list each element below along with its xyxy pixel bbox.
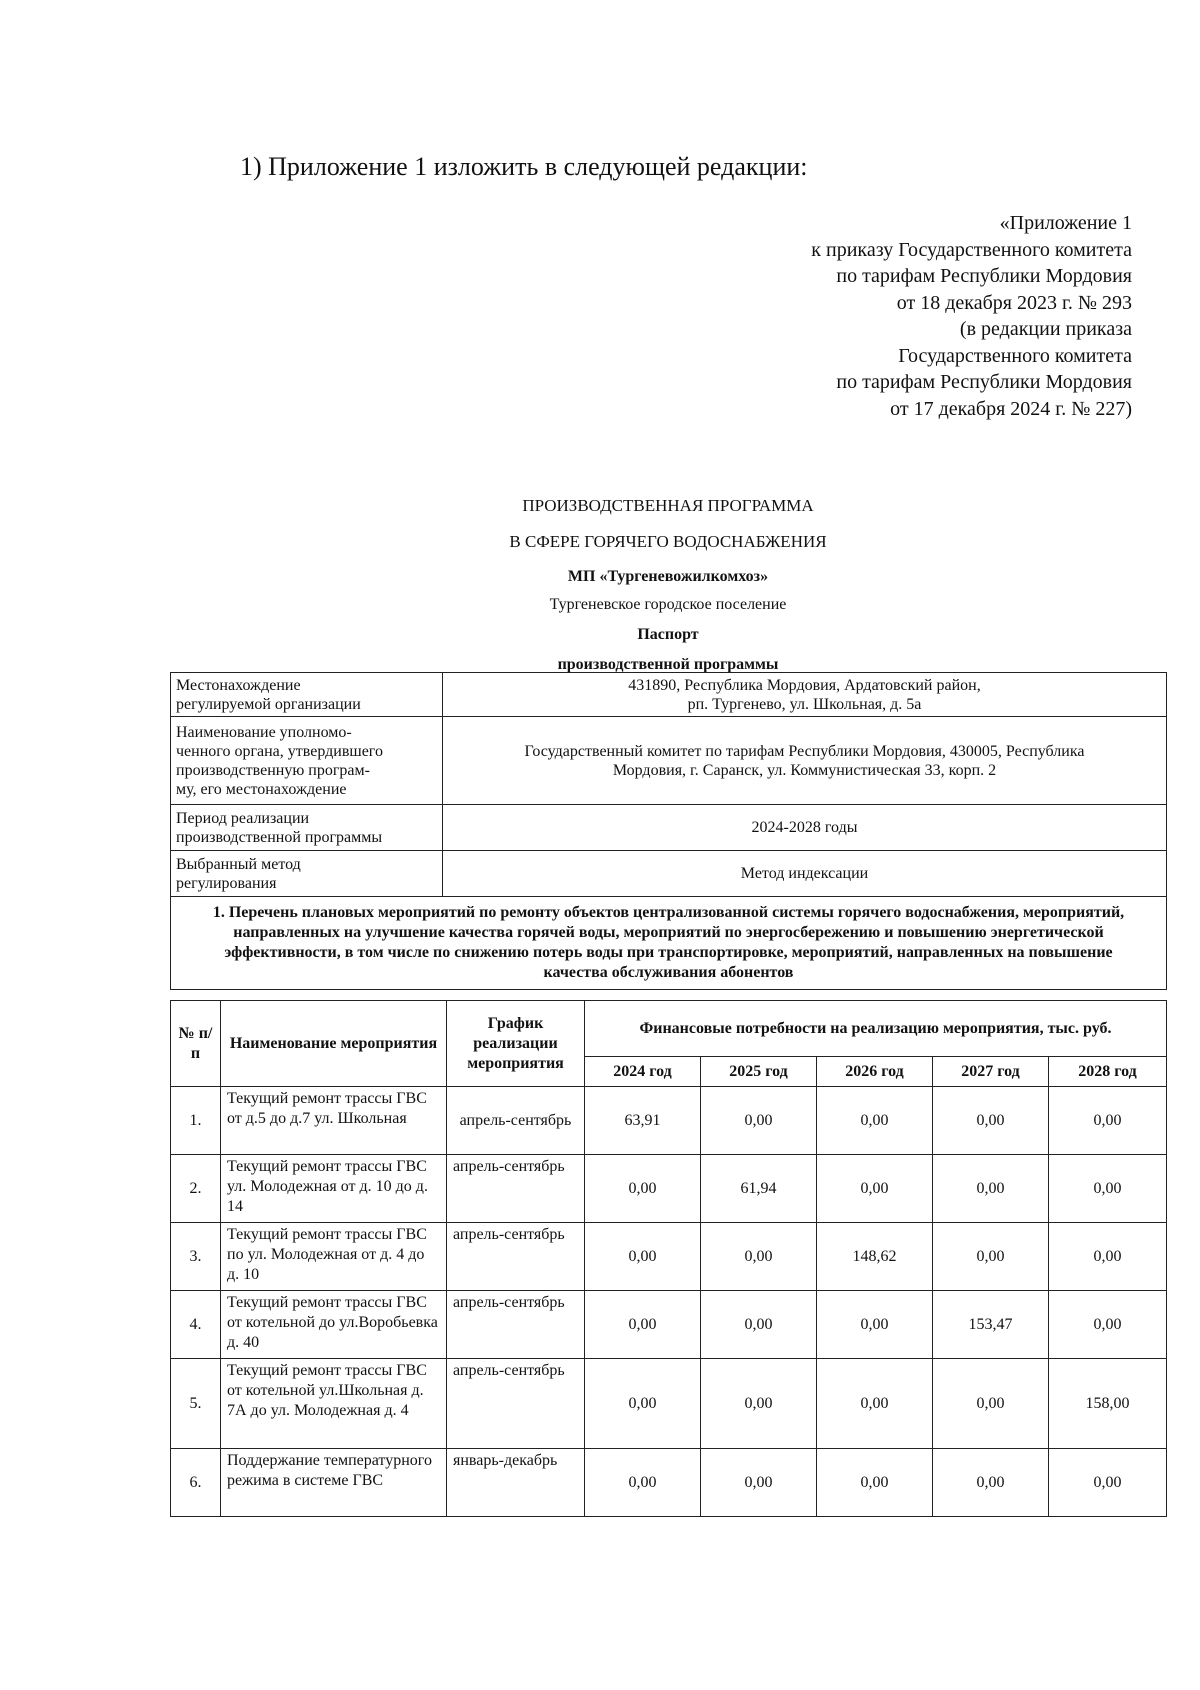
passport-value: Метод индексации [443,851,1167,897]
cost-2024: 0,00 [585,1291,701,1359]
cost-2024: 0,00 [585,1155,701,1223]
label-line: производственной программы [176,828,383,846]
cost-2027: 153,47 [933,1291,1049,1359]
row-number: 5. [171,1359,221,1449]
label-line: ченного органа, утвердившего [176,742,383,760]
appendix-line: Государственного комитета [898,344,1132,367]
cost-2024: 0,00 [585,1449,701,1517]
intro-heading: 1) Приложение 1 изложить в следующей редакции: [240,152,808,181]
activity-name: Текущий ремонт трассы ГВС от котельной до ул.Воробьевка д. 40 [221,1291,447,1359]
cost-2025: 0,00 [701,1291,817,1359]
cost-2024: 0,00 [585,1223,701,1291]
label-line: Местонахождение [176,676,301,694]
activities-table [170,1000,1167,1517]
cost-2024: 0,00 [585,1359,701,1449]
cost-2025: 0,00 [701,1087,817,1155]
row-number: 4. [171,1291,221,1359]
cost-2026: 0,00 [817,1087,933,1155]
passport-row [171,851,1167,897]
row-number: 2. [171,1155,221,1223]
cost-2026: 0,00 [817,1291,933,1359]
label-line: му, его местонахождение [176,780,347,798]
cost-2028: 158,00 [1049,1359,1167,1449]
cost-2027: 0,00 [933,1087,1049,1155]
activity-schedule: апрель-сентябрь [447,1291,585,1359]
cost-2026: 148,62 [817,1223,933,1291]
label-line: регулируемой организации [176,695,361,713]
activity-name: Поддержание температурного режима в системе ГВС [221,1449,447,1517]
cost-2025: 0,00 [701,1223,817,1291]
passport-value [443,717,1167,805]
cost-2025: 0,00 [701,1359,817,1449]
cost-2026: 0,00 [817,1449,933,1517]
table-row [171,1359,1167,1449]
passport-value [443,673,1167,717]
passport-value: 2024-2028 годы [443,805,1167,851]
program-title: ПРОИЗВОДСТВЕННАЯ ПРОГРАММА [522,496,814,515]
row-number: 3. [171,1223,221,1291]
activity-name: Текущий ремонт трассы ГВС от котельной ул.Школьная д. 7А до ул. Молодежная д. 4 [221,1359,447,1449]
value-line: 431890, Республика Мордовия, Ардатовский район, [628,676,981,694]
program-subtitle: В СФЕРЕ ГОРЯЧЕГО ВОДОСНАБЖЕНИЯ [509,532,827,551]
label-line: производственную програм- [176,761,370,779]
appendix-line: от 17 декабря 2024 г. № 227) [890,397,1132,420]
activity-schedule: апрель-сентябрь [447,1155,585,1223]
label-line: регулирования [176,874,277,892]
cost-2025: 0,00 [701,1449,817,1517]
cost-2027: 0,00 [933,1449,1049,1517]
cost-2024: 63,91 [585,1087,701,1155]
activity-schedule: апрель-сентябрь [447,1359,585,1449]
cost-2027: 0,00 [933,1223,1049,1291]
passport-row [171,717,1167,805]
cost-2026: 0,00 [817,1155,933,1223]
passport-row [171,805,1167,851]
appendix-line: от 18 декабря 2023 г. № 293 [896,291,1132,314]
cost-2026: 0,00 [817,1359,933,1449]
table-row [171,1087,1167,1155]
activity-schedule: апрель-сентябрь [447,1087,585,1155]
appendix-line: по тарифам Республики Мордовия [836,265,1132,287]
col-finance-header: Финансовые потребности на реализацию мероприятия, тыс. руб. [585,1001,1167,1057]
section-1-title: 1. Перечень плановых мероприятий по ремонту объектов централизованной системы горячего водоснабжения, мероприятий, направленных на улучшение качества горячей воды, мероприятий по энергосбережению и повышению энергетической эффективности, в том числе по снижению потерь воды при транспортировке, мероприятий, направленных на повышение качества обслуживания абонентов [171,897,1167,990]
year-header: 2025 год [701,1057,817,1087]
cost-2028: 0,00 [1049,1291,1167,1359]
value-line: Государственный комитет по тарифам Республики Мордовия, 430005, Республика [524,742,1085,760]
cost-2028: 0,00 [1049,1223,1167,1291]
year-header: 2028 год [1049,1057,1167,1087]
passport-label [171,805,443,851]
table-row [171,1155,1167,1223]
label-line: Период реализации [176,809,310,827]
section-title-row [171,897,1167,990]
row-number: 1. [171,1087,221,1155]
appendix-line: «Приложение 1 [999,212,1132,234]
cost-2027: 0,00 [933,1155,1049,1223]
col-name-header: Наименование мероприятия [221,1001,447,1087]
appendix-line: (в редакции приказа [959,318,1132,340]
cost-2025: 61,94 [701,1155,817,1223]
activity-name: Текущий ремонт трассы ГВС по ул. Молодежная от д. 4 до д. 10 [221,1223,447,1291]
passport-title: Паспорт [637,626,699,643]
year-header: 2024 год [585,1057,701,1087]
table-row [171,1291,1167,1359]
activity-schedule: январь-декабрь [447,1449,585,1517]
cost-2028: 0,00 [1049,1449,1167,1517]
value-line: Мордовия, г. Саранск, ул. Коммунистическая 33, корп. 2 [612,761,997,779]
cost-2028: 0,00 [1049,1087,1167,1155]
passport-label [171,851,443,897]
header-row [171,1001,1167,1057]
activity-name: Текущий ремонт трассы ГВС ул. Молодежная от д. 10 до д. 14 [221,1155,447,1223]
organization-name: МП «Тургеневожилкомхоз» [567,568,769,585]
value-line: рп. Тургенево, ул. Школьная, д. 5а [687,695,922,713]
appendix-line: к приказу Государственного комитета [811,238,1132,261]
appendix-line: по тарифам Республики Мордовия [836,371,1132,393]
activity-schedule: апрель-сентябрь [447,1223,585,1291]
cost-2027: 0,00 [933,1359,1049,1449]
col-schedule-header: График реализации мероприятия [447,1001,585,1087]
settlement-name: Тургеневское городское поселение [549,596,787,613]
appendix-reference [811,210,1132,422]
table-row [171,1223,1167,1291]
label-line: Выбранный метод [176,855,301,873]
activity-name: Текущий ремонт трассы ГВС от д.5 до д.7 ул. Школьная [221,1087,447,1155]
passport-subtitle: производственной программы [557,656,779,673]
col-num-header: № п/п [171,1001,221,1087]
row-number: 6. [171,1449,221,1517]
passport-label [171,673,443,717]
passport-label [171,717,443,805]
label-line: Наименование уполномо- [176,723,352,741]
passport-row [171,673,1167,717]
year-header: 2026 год [817,1057,933,1087]
cost-2028: 0,00 [1049,1155,1167,1223]
table-row [171,1449,1167,1517]
passport-table [170,672,1167,990]
year-header: 2027 год [933,1057,1049,1087]
